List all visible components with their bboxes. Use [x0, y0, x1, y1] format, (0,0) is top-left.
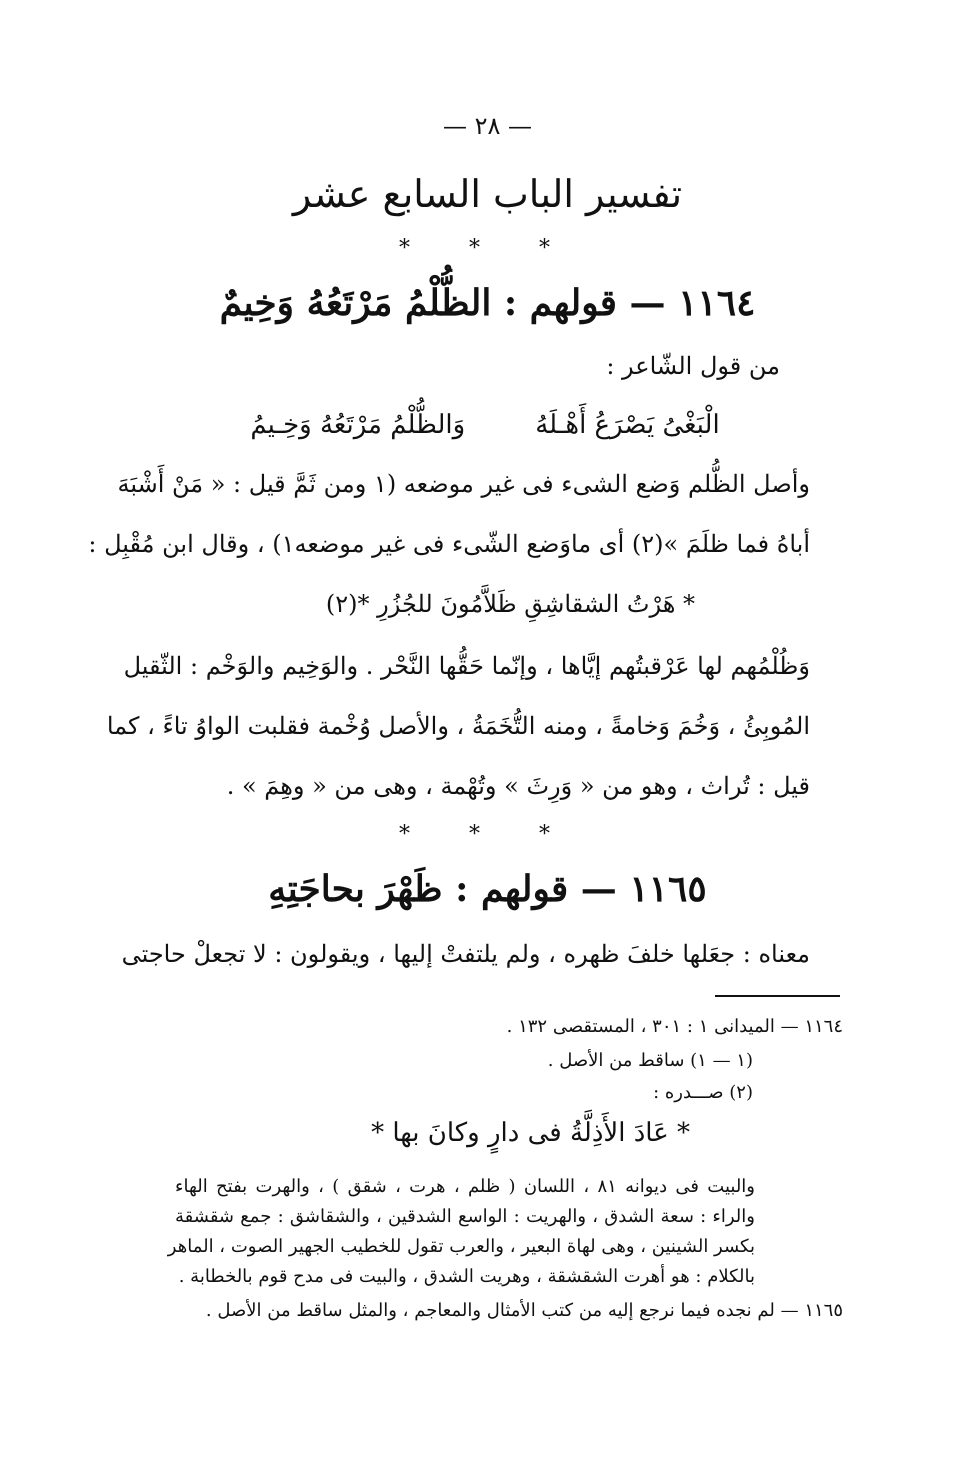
footnote-1164: ١١٦٤ — الميدانى ١ : ٣٠١ ، المستقصى ١٣٢ .: [506, 1016, 843, 1037]
entry-1165-heading: ١١٦٥ — قولهم : ظَهْرَ بحاجَتِهِ: [268, 868, 707, 910]
footnote-commentary-3: بكسر الشينين ، وهى لهاة البعير ، والعرب تقول للخطيب الجهير الصوت ، الماهر: [167, 1236, 755, 1257]
chapter-title: تفسير الباب السابع عشر: [292, 172, 683, 216]
footnote-1-1: (١ — ١) ساقط من الأصل .: [547, 1050, 753, 1071]
entry-1164-quoted-hemistich: * هَرْتُ الشقاشِقِ ظَلاَّمُونَ للجُزُرِ *(٢): [325, 590, 695, 618]
verse-first-hemistich: الْبَغْىُ يَصْرَعُ أَهْـلَهُ: [535, 410, 720, 440]
footnote-2: (٢) صـــدره :: [653, 1082, 753, 1103]
entry-1164-heading: ١١٦٤ — قولهم : الظُّلْمُ مَرْتَعُهُ وَخِيمٌ: [219, 282, 756, 324]
footnote-commentary-1: والبيت فى ديوانه ٨١ ، اللسان ( ظلم ، هرت ، شقق ) ، والهرت بفتح الهاء: [175, 1176, 755, 1197]
entry-1164-line-4: المُوبِئُ ، وَخُمَ وَخامةً ، ومنه التُّخَمَةُ ، والأصل وُخْمة فقلبت الواوُ تاءً ، كما: [106, 712, 810, 740]
entry-1164-intro: من قول الشّاعر :: [606, 352, 780, 380]
footnote-verse: * عَادَ الأَذِلَّةُ فى دارٍ وكانَ بها *: [371, 1118, 690, 1148]
footnote-commentary-2: والراء : سعة الشدق ، والهريت : الواسع الشدقين ، والشقاشق : جمع شقشقة: [175, 1206, 755, 1227]
entry-1164-verse: [215, 410, 755, 440]
section-separator: * * *: [399, 236, 576, 261]
page-number: — ٢٨ —: [442, 112, 533, 140]
entry-1164-line-1: وأصل الظُّلم وَضع الشىء فى غير موضعه (١ ومن ثَمَّ قيل : « مَنْ أَشْبَهَ: [117, 470, 810, 498]
footnote-1165: ١١٦٥ — لم نجده فيما نرجع إليه من كتب الأمثال والمعاجم ، والمثل ساقط من الأصل .: [205, 1300, 843, 1321]
footnote-commentary-4: بالكلام : هو أهرت الشقشقة ، وهريت الشدق ، والبيت فى مدح قوم بالخطابة .: [178, 1266, 755, 1287]
verse-second-hemistich: وَالظُّلْمُ مَرْتَعُهُ وَخِـيمُ: [250, 410, 466, 440]
entry-1164-line-2: أباهُ فما ظلَمَ »(٢) أى ماوَضع الشّىء فى غير موضعه١) ، وقال ابن مُقْبِل :: [88, 530, 810, 558]
entry-1164-line-3: وَظُلْمُهم لها عَرْقبتُهم إيَّاها ، وإنّما حَقُّها النَّحْر . والوَخِيم والوَخْم : الثّقيل: [123, 652, 810, 680]
section-separator-2: * * *: [399, 822, 576, 847]
footnote-divider: [715, 995, 840, 997]
entry-1165-line-1: معناه : جعَلها خلفَ ظهره ، ولم يلتفتْ إليها ، ويقولون : لا تجعلْ حاجتى: [121, 940, 810, 968]
entry-1164-line-5: قيل : تُراث ، وهو من « وَرِثَ » وتُهْمة ، وهى من « وهِمَ » .: [226, 772, 810, 800]
